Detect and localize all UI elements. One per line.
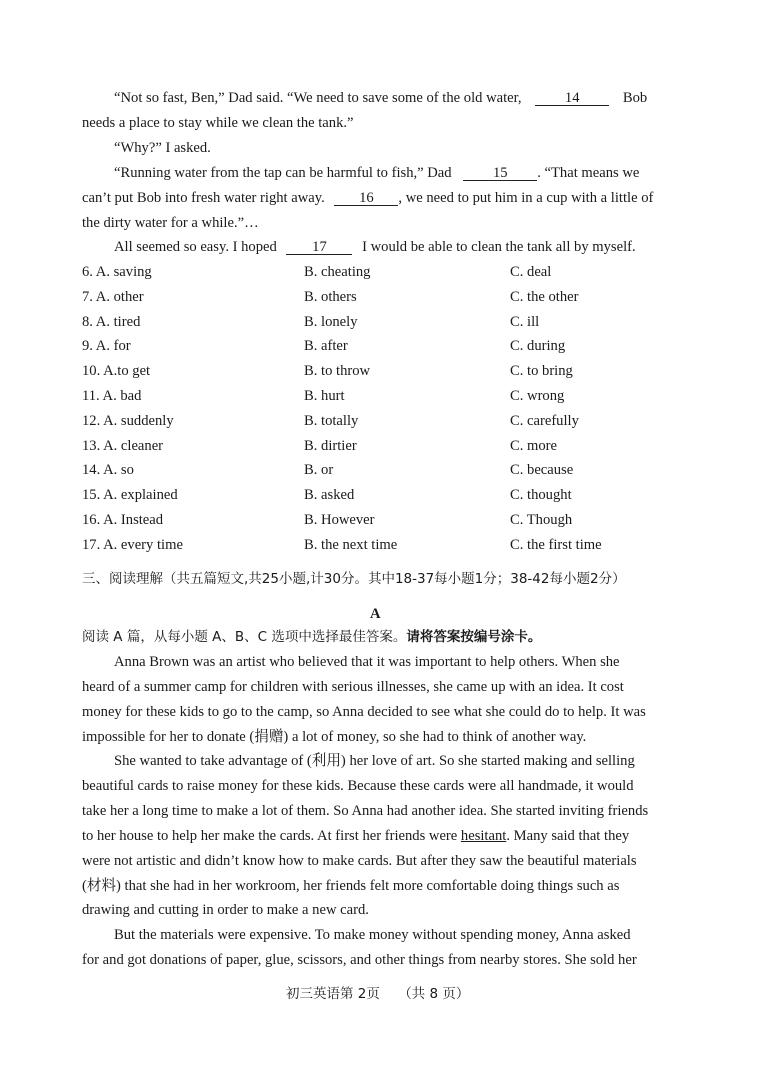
passage-line: heard of a summer camp for children with serious illnesses, she came up with an idea. It cost [82, 679, 624, 695]
cloze-line-5 [82, 189, 653, 207]
option-b: B. or [304, 462, 334, 478]
passage-line: But the materials were expensive. To make money without spending money, Anna asked [114, 927, 631, 943]
option-b: B. others [304, 289, 357, 305]
passage-line: Anna Brown was an artist who believed that it was important to help others. When she [114, 654, 620, 670]
option-b: B. However [304, 512, 375, 528]
option-a: 10. A.to get [82, 363, 151, 379]
passage-text: . Many said that they [506, 828, 630, 844]
option-c: C. the first time [510, 537, 602, 553]
cloze-text: , we need to put him in a cup with a little of [398, 190, 654, 206]
option-c: C. more [510, 438, 558, 454]
option-a: 14. A. so [82, 462, 134, 478]
cloze-text: Bob [622, 90, 648, 106]
option-c: C. because [510, 462, 574, 478]
option-b: B. lonely [304, 314, 358, 330]
passage-line: beautiful cards to raise money for these kids. Because these cards were all handmade, it would [82, 778, 634, 794]
passage-line: were not artistic and didn’t know how to make cards. But after they saw the beautiful materials [82, 853, 637, 869]
passage-line: drawing and cutting in order to make a new card. [82, 902, 369, 918]
section-heading: 三、阅读理解（共五篇短文,共25小题,计30分。其中18-37每小题1分；38-42每小题2分） [82, 571, 626, 587]
option-b: B. after [304, 338, 348, 354]
option-a: 17. A. every time [82, 537, 183, 553]
cloze-text: . “That means we [537, 165, 640, 181]
option-c: C. Though [510, 512, 573, 528]
option-a: 9. A. for [82, 338, 131, 354]
cloze-line-7 [114, 238, 636, 256]
cloze-text: can’t put Bob into fresh water right away. [82, 190, 325, 206]
cloze-line-3: “Why?” I asked. [114, 140, 211, 156]
part-label: A [370, 606, 381, 622]
cloze-text: I would be able to clean the tank all by myself. [362, 239, 636, 255]
cloze-line-4 [114, 164, 639, 182]
passage-line: She wanted to take advantage of (利用) her love of art. So she started making and selling [114, 753, 635, 769]
passage-line [82, 827, 629, 845]
option-b: B. totally [304, 413, 359, 429]
instruction [82, 628, 541, 646]
cloze-text: “Not so fast, Ben,” Dad said. “We need to save some of the old water, [114, 90, 522, 106]
page-number: 初三英语第 2页 [286, 986, 380, 1002]
passage-text: to her house to help her make the cards. At first her friends were [82, 828, 458, 844]
blank-14: 14 [535, 91, 609, 106]
blank-15: 15 [463, 166, 537, 181]
instruction-text: 阅读 A 篇，从每小题 A、B、C 选项中选择最佳答案。 [82, 629, 407, 645]
option-b: B. hurt [304, 388, 345, 404]
passage-line: take her a long time to make a lot of them. So Anna had another idea. She started inviting friends [82, 803, 649, 819]
option-c: C. ill [510, 314, 540, 330]
option-b: B. the next time [304, 537, 398, 553]
option-c: C. deal [510, 264, 552, 280]
instruction-bold-text: 请将答案按编号涂卡。 [406, 629, 542, 645]
option-b: B. dirtier [304, 438, 357, 454]
option-c: C. the other [510, 289, 579, 305]
page-total: （共 8 页） [398, 986, 470, 1002]
option-a: 16. A. Instead [82, 512, 164, 528]
cloze-text: All seemed so easy. I hoped [114, 239, 277, 255]
option-c: C. thought [510, 487, 572, 503]
option-a: 13. A. cleaner [82, 438, 164, 454]
blank-17: 17 [286, 240, 352, 255]
blank-16: 16 [334, 191, 398, 206]
option-b: B. to throw [304, 363, 371, 379]
cloze-line-6: the dirty water for a while.”… [82, 215, 259, 231]
option-a: 11. A. bad [82, 388, 142, 404]
option-a: 15. A. explained [82, 487, 178, 503]
option-c: C. wrong [510, 388, 565, 404]
cloze-text: “Running water from the tap can be harmful to fish,” Dad [114, 165, 452, 181]
option-c: C. carefully [510, 413, 579, 429]
option-b: B. cheating [304, 264, 371, 280]
passage-line: impossible for her to donate (捐赠) a lot of money, so she had to think of another way. [82, 729, 587, 745]
cloze-line-1 [114, 89, 647, 107]
option-a: 7. A. other [82, 289, 144, 305]
passage-line: (材料) that she had in her workroom, her friends felt more comfortable doing things such as [82, 878, 620, 894]
passage-line: money for these kids to go to the camp, so Anna decided to see what she could do to help. It was [82, 704, 646, 720]
option-b: B. asked [304, 487, 355, 503]
page-footer [286, 985, 469, 1003]
option-c: C. during [510, 338, 566, 354]
option-a: 12. A. suddenly [82, 413, 174, 429]
passage-line: for and got donations of paper, glue, scissors, and other things from nearby stores. She sold her [82, 952, 637, 968]
option-c: C. to bring [510, 363, 573, 379]
underlined-word: hesitant [460, 828, 507, 844]
option-a: 8. A. tired [82, 314, 141, 330]
option-a: 6. A. saving [82, 264, 152, 280]
cloze-line-2: needs a place to stay while we clean the tank.” [82, 115, 354, 131]
